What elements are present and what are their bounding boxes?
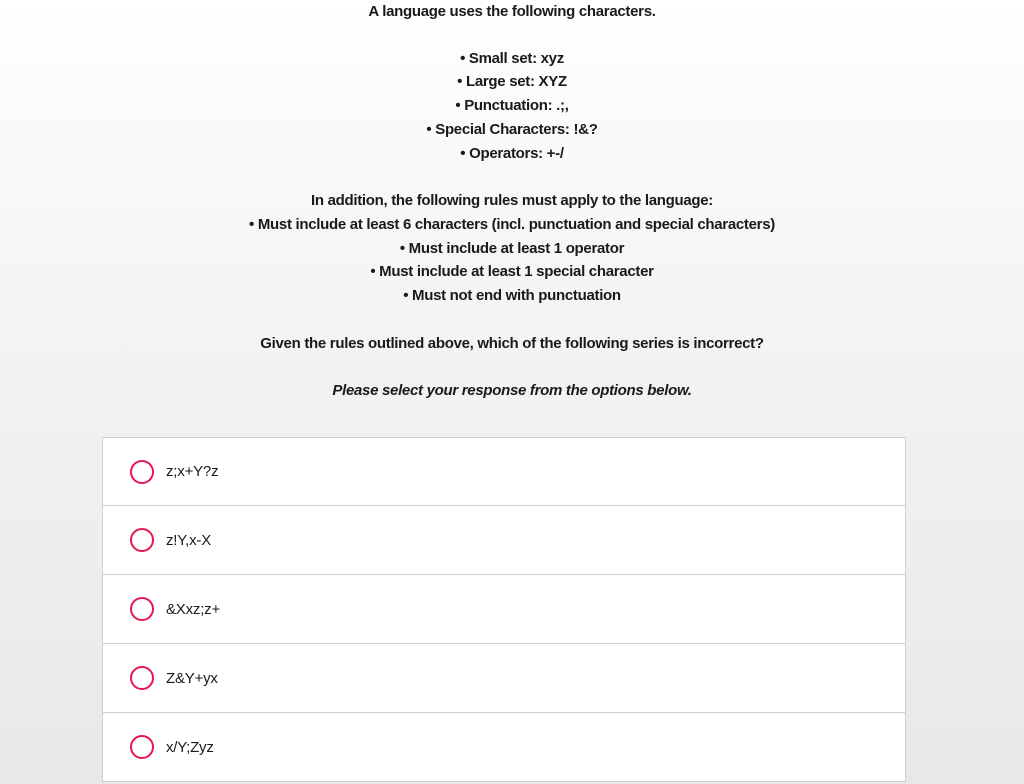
rule-min-length: • Must include at least 6 characters (incl. punctuation and special characters) [249, 215, 775, 233]
rule-special-char: • Must include at least 1 special character [370, 263, 654, 281]
rule-operator: • Must include at least 1 operator [399, 239, 625, 257]
answer-option-5[interactable] [102, 713, 906, 782]
radio-button-icon[interactable] [130, 528, 154, 552]
answer-option-label: &Xxz;z+ [166, 600, 221, 618]
radio-button-icon[interactable] [130, 735, 154, 759]
rule-no-end-punctuation: • Must not end with punctuation [403, 287, 621, 305]
radio-button-icon[interactable] [130, 666, 154, 690]
rules-list [0, 213, 1024, 308]
response-instruction: Please select your response from the options below. [332, 382, 692, 400]
char-set-large: • Large set: XYZ [457, 73, 567, 91]
char-set-operators: • Operators: +-/ [460, 144, 564, 162]
character-set-list [0, 47, 1024, 166]
char-set-punctuation: • Punctuation: .;, [455, 97, 569, 115]
answer-option-3[interactable] [102, 575, 906, 644]
answer-option-label: z;x+Y?z [166, 463, 219, 480]
answer-option-label: z!Y,x-X [166, 531, 212, 549]
question-intro: A language uses the following characters. [368, 3, 656, 20]
answer-option-label: x/Y;Zyz [166, 738, 214, 756]
answer-option-1[interactable] [102, 437, 906, 506]
answer-options [102, 437, 906, 782]
char-set-small: • Small set: xyz [460, 49, 564, 67]
answer-option-2[interactable] [102, 506, 906, 575]
radio-button-icon[interactable] [130, 597, 154, 621]
char-set-special: • Special Characters: !&? [426, 120, 598, 138]
rules-intro: In addition, the following rules must apply to the language: [310, 192, 713, 210]
answer-option-label: Z&Y+yx [166, 669, 218, 687]
radio-button-icon[interactable] [130, 460, 154, 484]
answer-option-4[interactable] [102, 644, 906, 713]
question-prompt: Given the rules outlined above, which of the following series is incorrect? [260, 334, 764, 352]
